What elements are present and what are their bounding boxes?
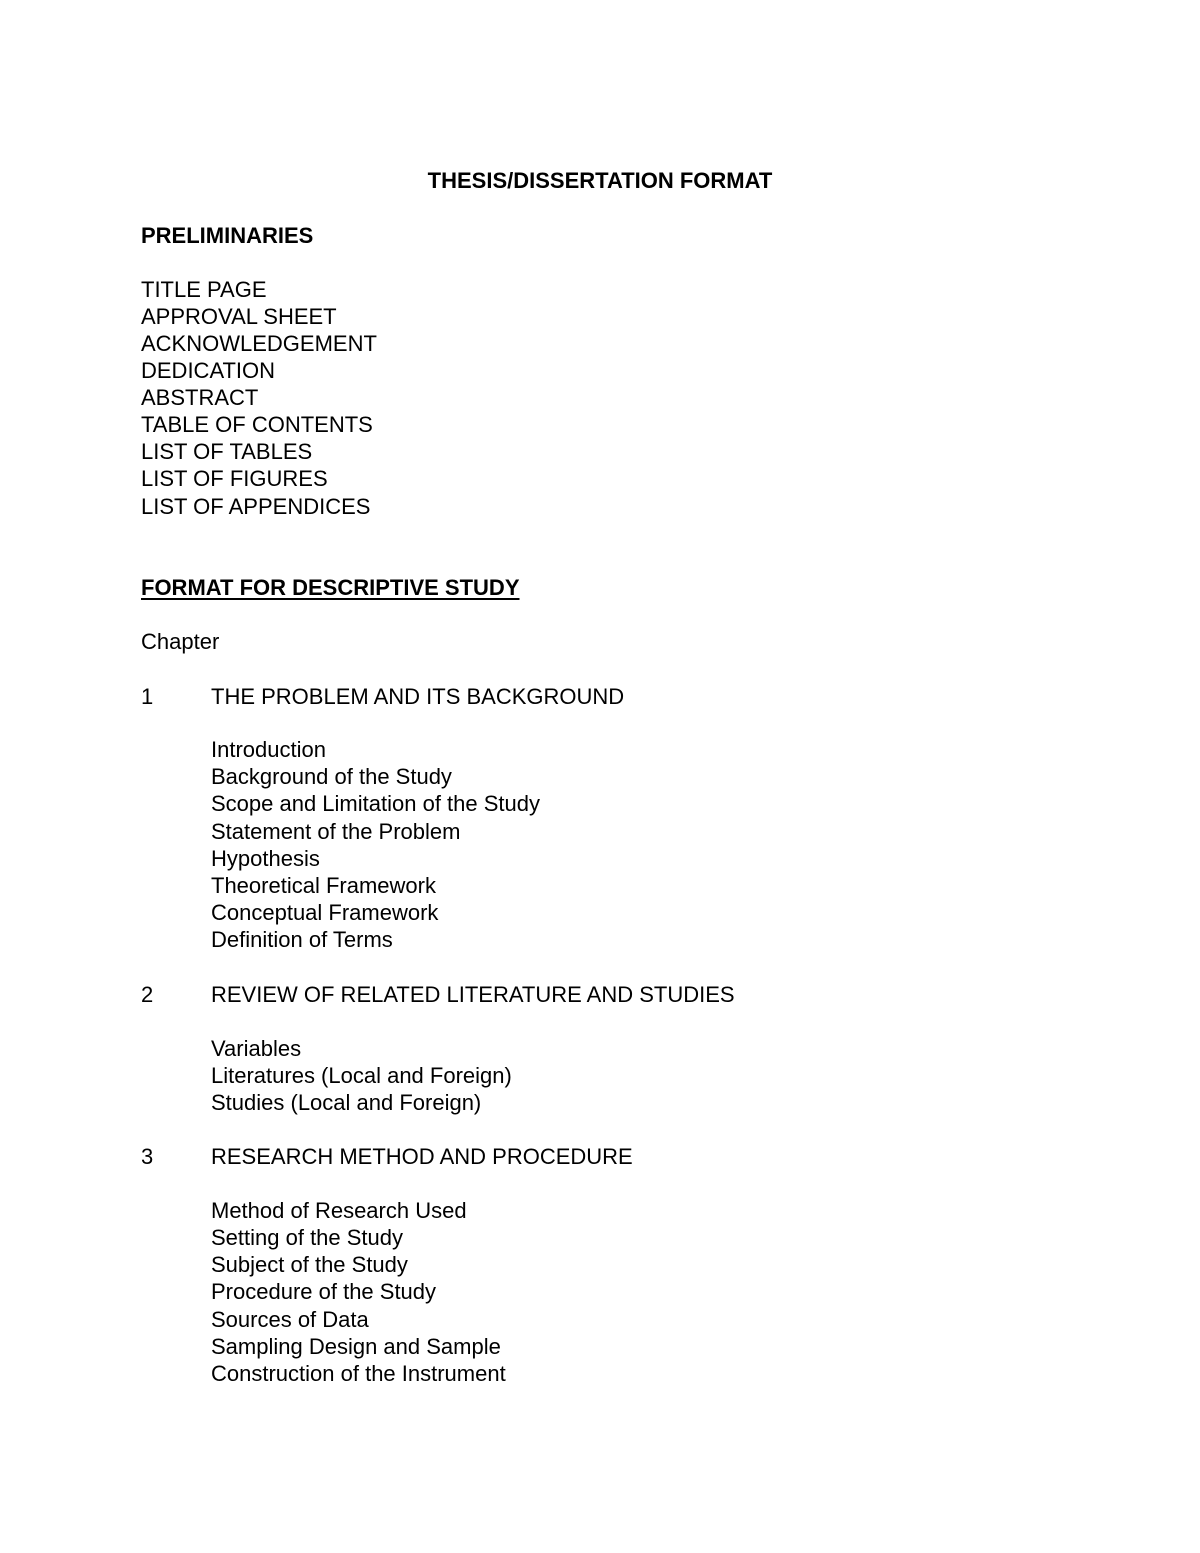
list-item: Studies (Local and Foreign) [211, 1090, 482, 1115]
chapter-label: Chapter [141, 629, 220, 654]
list-item: Setting of the Study [211, 1225, 404, 1250]
list-item: LIST OF APPENDICES [141, 494, 371, 519]
list-item: Sampling Design and Sample [211, 1334, 501, 1359]
chapter-number: 2 [141, 982, 154, 1007]
list-item: TITLE PAGE [141, 277, 267, 302]
chapter-title: THE PROBLEM AND ITS BACKGROUND [211, 684, 625, 709]
list-item: Scope and Limitation of the Study [211, 791, 540, 816]
list-item: Hypothesis [211, 846, 320, 871]
list-item: Conceptual Framework [211, 900, 439, 925]
preliminaries-heading: PRELIMINARIES [141, 223, 314, 248]
chapter-title: REVIEW OF RELATED LITERATURE AND STUDIES [211, 982, 735, 1007]
list-item: Sources of Data [211, 1307, 369, 1332]
list-item: Procedure of the Study [211, 1279, 437, 1304]
list-item: LIST OF TABLES [141, 439, 313, 464]
list-item: Method of Research Used [211, 1198, 467, 1223]
list-item: Variables [211, 1036, 302, 1061]
list-item: Statement of the Problem [211, 819, 461, 844]
list-item: Construction of the Instrument [211, 1361, 506, 1386]
list-item: Introduction [211, 737, 326, 762]
chapter-number: 1 [141, 684, 154, 709]
chapter-title: RESEARCH METHOD AND PROCEDURE [211, 1144, 633, 1169]
list-item: Definition of Terms [211, 927, 393, 952]
list-item: DEDICATION [141, 358, 276, 383]
list-item: ACKNOWLEDGEMENT [141, 331, 377, 356]
list-item: Literatures (Local and Foreign) [211, 1063, 512, 1088]
list-item: APPROVAL SHEET [141, 304, 337, 329]
list-item: TABLE OF CONTENTS [141, 412, 373, 437]
list-item: LIST OF FIGURES [141, 466, 328, 491]
list-item: ABSTRACT [141, 385, 259, 410]
list-item: Theoretical Framework [211, 873, 436, 898]
list-item: Background of the Study [211, 764, 452, 789]
document-title: THESIS/DISSERTATION FORMAT [427, 168, 773, 193]
chapter-number: 3 [141, 1144, 154, 1169]
list-item: Subject of the Study [211, 1252, 408, 1277]
descriptive-study-heading: FORMAT FOR DESCRIPTIVE STUDY [141, 575, 520, 600]
